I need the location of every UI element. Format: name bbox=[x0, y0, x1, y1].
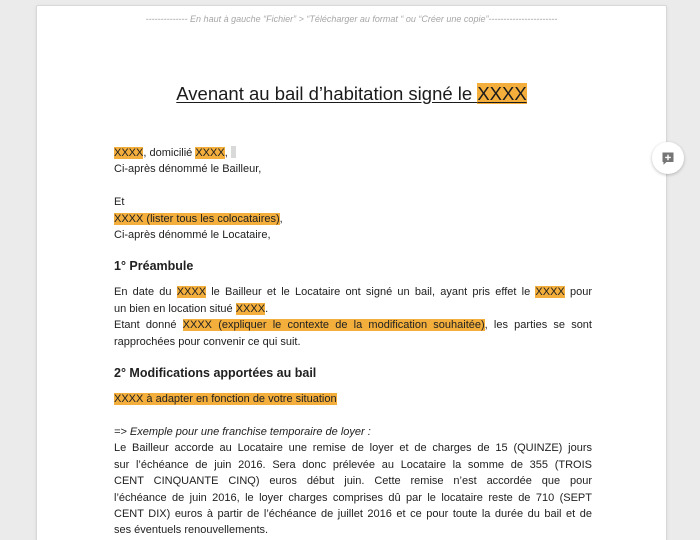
text-run: . bbox=[265, 302, 269, 315]
text-run: ses éventuels renouvellements. bbox=[114, 524, 269, 537]
text-run: , les parties se sont bbox=[484, 319, 592, 332]
text-run: CENT CINQUANTE CINQ) euros début juin. Cette remise n’est accordée que pour bbox=[114, 475, 592, 488]
text-run: Le Bailleur accorde au Locataire une remise de loyer et de charges de 15 (QUINZE) jours bbox=[114, 442, 592, 455]
placeholder-highlight: XXXX bbox=[235, 302, 266, 315]
add-comment-button[interactable] bbox=[652, 142, 684, 174]
exemple-label-line[interactable] bbox=[114, 424, 592, 440]
preambule-line-3[interactable] bbox=[114, 317, 592, 333]
text-run: pour bbox=[564, 286, 592, 299]
exemple-line-1[interactable] bbox=[114, 440, 592, 456]
placeholder-highlight: XXXX bbox=[176, 286, 207, 299]
placeholder-highlight: XXXX bbox=[477, 83, 527, 104]
bailleur-identity-line[interactable] bbox=[114, 145, 592, 161]
text-run: En date du bbox=[114, 286, 177, 299]
exemple-line-5[interactable] bbox=[114, 506, 592, 522]
text-run: CENT DIX) euros à partir de l’échéance de juillet 2016 et ce pour toute la durée du bail et de bbox=[114, 507, 592, 520]
locataire-denomination-line[interactable] bbox=[114, 227, 592, 243]
preambule-line-4[interactable] bbox=[114, 334, 592, 350]
text-run: Ci-après dénommé le Bailleur, bbox=[114, 163, 262, 176]
add-comment-icon bbox=[660, 150, 676, 166]
placeholder-highlight: XXXX (expliquer le contexte de la modification souhaitée) bbox=[182, 319, 485, 332]
text-run: 1° Préambule bbox=[114, 259, 194, 274]
text-run: , bbox=[224, 147, 231, 159]
text-run: sur l’échéance de juin 2016. Sera donc prélevée au Locataire la somme de 355 (TROIS bbox=[114, 458, 592, 471]
exemple-line-2[interactable] bbox=[114, 457, 592, 473]
placeholder-highlight: XXXX bbox=[195, 147, 225, 159]
preambule-line-1[interactable] bbox=[114, 284, 592, 300]
text-run: Avenant au bail d’habitation signé le bbox=[176, 83, 478, 104]
document-body bbox=[37, 14, 666, 539]
template-instruction[interactable] bbox=[57, 14, 646, 25]
text-run: => Exemple pour une franchise temporaire de loyer : bbox=[114, 425, 371, 438]
bailleur-denomination-line[interactable] bbox=[114, 161, 592, 177]
text-run: un bien en location situé bbox=[114, 302, 236, 315]
text-run: Et bbox=[114, 196, 125, 209]
section-heading-modifications[interactable] bbox=[114, 365, 592, 382]
preambule-line-2[interactable] bbox=[114, 301, 592, 317]
document-title[interactable] bbox=[47, 82, 656, 105]
text-run: 2° Modifications apportées au bail bbox=[114, 366, 317, 381]
text-run: -------------- En haut à gauche “Fichier” > “Télécharger au format “ ou “Créer une copie”----------------------- bbox=[145, 14, 558, 24]
text-run: , bbox=[279, 212, 283, 225]
text-run: Ci-après dénommé le Locataire, bbox=[114, 229, 271, 242]
text-run: rapprochées pour convenir ce qui suit. bbox=[114, 335, 301, 348]
section-heading-preambule[interactable] bbox=[114, 258, 592, 275]
text-run: Etant donné bbox=[114, 319, 183, 332]
adapter-placeholder-line[interactable] bbox=[114, 391, 592, 407]
exemple-line-6[interactable] bbox=[114, 522, 592, 538]
et-line[interactable] bbox=[114, 194, 592, 210]
text-run: , domicilié bbox=[143, 147, 196, 159]
placeholder-highlight: XXXX à adapter en fonction de votre situation bbox=[114, 393, 337, 406]
text-run: le Bailleur et le Locataire ont signé un bail, ayant pris effet le bbox=[206, 286, 536, 299]
placeholder-highlight: XXXX bbox=[114, 147, 144, 159]
blank bbox=[114, 407, 592, 423]
blank bbox=[114, 178, 592, 194]
placeholder-highlight: XXXX (lister tous les colocataires) bbox=[114, 212, 280, 225]
exemple-line-3[interactable] bbox=[114, 473, 592, 489]
document-page bbox=[36, 5, 667, 540]
exemple-line-4[interactable] bbox=[114, 490, 592, 506]
gap bbox=[114, 105, 592, 145]
locataire-identity-line[interactable] bbox=[114, 211, 592, 227]
placeholder-highlight bbox=[231, 146, 236, 158]
text-run: l’échéance de juin 2016, le loyer charges comprises dû par le locataire reste de 710 (SEPT bbox=[114, 491, 592, 504]
placeholder-highlight: XXXX bbox=[535, 286, 565, 299]
